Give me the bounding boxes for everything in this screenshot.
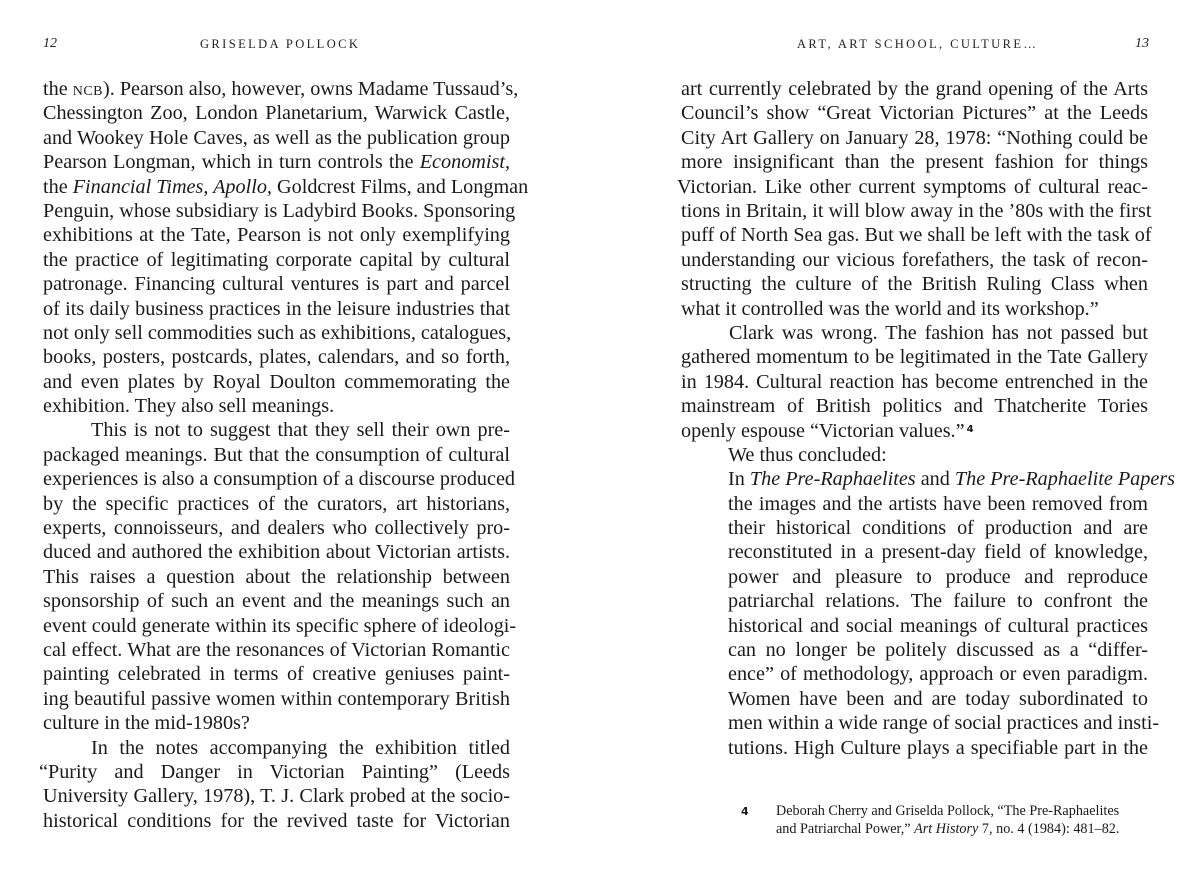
italic-title: Financial Times, Apollo, <box>72 175 272 198</box>
italic-journal-title: Art History <box>914 820 979 837</box>
text-line: the practice of legitimating corporate capital by cultural <box>43 248 510 271</box>
text-line: not only sell commodities such as exhibitions, catalogues, <box>43 321 512 344</box>
right-page <box>595 0 1191 879</box>
text-line: historical conditions for the revived taste for Victorian <box>43 809 510 832</box>
text-line: City Art Gallery on January 28, 1978: “Nothing could be <box>681 126 1148 149</box>
block-quote-line: their historical conditions of production and are <box>728 517 1148 540</box>
block-quote-intro-line: We thus concluded: <box>728 443 887 466</box>
text-line: packaged meanings. But that the consumption of cultural <box>43 443 510 466</box>
footnote-line: and Patriarchal Power,” Art History 7, no. 4 (1984): 481–82. <box>776 820 1120 837</box>
italic-title: Economist, <box>419 151 510 174</box>
running-head-author: GRISELDA POLLOCK <box>200 37 361 51</box>
text-line: and even plates by Royal Doulton commemorating the <box>43 370 510 393</box>
small-caps-abbreviation: ncb <box>72 78 104 100</box>
text-line: duced and authored the exhibition about Victorian artists. <box>43 541 510 564</box>
text-line: puff of North Sea gas. But we shall be left with the task of <box>681 224 1152 247</box>
text-line: patronage. Financing cultural ventures is part and parcel <box>43 273 510 296</box>
text-line: of its daily business practices in the leisure industries that <box>43 297 510 320</box>
text-line: the Financial Times, Apollo, Goldcrest Films, and Longman <box>43 175 529 198</box>
text-line: experiences is also a consumption of a discourse produced <box>43 468 516 491</box>
text-line: art currently celebrated by the grand opening of the Arts <box>681 78 1148 100</box>
paragraph-start-line: This is not to suggest that they sell their own pre- <box>91 419 510 442</box>
text-line: what it controlled was the world and its workshop.” <box>681 297 1099 320</box>
footnote-line: Deborah Cherry and Griselda Pollock, “The Pre-Raphaelites <box>776 803 1120 819</box>
italic-title: The Pre-Raphaelites <box>749 468 916 491</box>
body-text <box>39 77 529 833</box>
text-line: Penguin, whose subsidiary is Ladybird Books. Sponsoring <box>43 199 516 222</box>
text-line: understanding our vicious forefathers, the task of recon- <box>681 248 1148 271</box>
footnote-text <box>776 803 1156 838</box>
footnote-reference[interactable]: 4 <box>966 424 974 436</box>
block-quote-line: In The Pre-Raphaelites and The Pre-Raphaelite Papers <box>728 468 1176 491</box>
text-line: cal effect. What are the resonances of Victorian Romantic <box>43 638 510 661</box>
paragraph-start-line: Clark was wrong. The fashion has not passed but <box>729 321 1148 344</box>
text-line: openly espouse “Victorian values.” $^4$ <box>681 420 974 443</box>
text-line: event could generate within its specific sphere of ideologi- <box>43 614 517 637</box>
text-line: culture in the mid-1980s? <box>43 712 250 735</box>
block-quote-line: historical and social meanings of cultural practices <box>728 614 1148 637</box>
text-line: structing the culture of the British Ruling Class when <box>681 273 1148 296</box>
text-line: in 1984. Cultural reaction has become entrenched in the <box>681 370 1148 393</box>
page-number: 12 <box>43 36 57 51</box>
text-line: books, posters, postcards, plates, calendars, and so forth, <box>43 346 510 369</box>
text-line: Chessington Zoo, London Planetarium, Warwick Castle, <box>43 102 510 125</box>
text-line: “Purity and Danger in Victorian Painting” (Leeds <box>39 760 510 783</box>
running-head-chapter: ART, ART SCHOOL, CULTURE… <box>797 37 1039 51</box>
text-line: mainstream of British politics and Thatcherite Tories <box>681 395 1148 418</box>
text-line: University Gallery, 1978), T. J. Clark probed at the socio- <box>43 785 510 808</box>
text-line: This raises a question about the relationship between <box>43 565 510 588</box>
text-line: exhibition. They also sell meanings. <box>43 395 335 418</box>
block-quote-line: ence” of methodology, approach or even paradigm. <box>728 663 1148 686</box>
block-quote-line: can no longer be politely discussed as a “differ- <box>728 638 1148 661</box>
text-line: more insignificant than the present fashion for things <box>681 151 1148 174</box>
text-line: and Wookey Hole Caves, as well as the publication group <box>43 126 510 149</box>
body-text <box>677 77 1176 760</box>
block-quote-line: reconstituted in a present-day field of knowledge, <box>728 541 1148 564</box>
block-quote-line: power and pleasure to produce and reproduce <box>728 565 1148 588</box>
text-line: gathered momentum to be legitimated in the Tate Gallery <box>681 346 1148 369</box>
text-line: painting celebrated in terms of creative geniuses paint- <box>43 663 510 686</box>
text-line: Victorian. Like other current symptoms of cultural reac- <box>677 175 1148 198</box>
footnote-number: 4 <box>741 805 749 818</box>
text-line: the ncb). Pearson also, however, owns Madame Tussaud’s, <box>43 78 519 100</box>
text-line: Council’s show “Great Victorian Pictures” at the Leeds <box>681 102 1148 125</box>
italic-title: The Pre-Raphaelite Papers <box>954 468 1176 491</box>
block-quote-line: Women have been and are today subordinated to <box>728 687 1148 710</box>
block-quote-line: patriarchal relations. The failure to confront the <box>728 590 1148 613</box>
text-line: tions in Britain, it will blow away in the ’80s with the first <box>681 199 1152 222</box>
left-page <box>0 0 595 879</box>
block-quote-line: tutions. High Culture plays a specifiable part in the <box>728 736 1148 759</box>
text-line: ing beautiful passive women within contemporary British <box>43 687 510 710</box>
block-quote-line: the images and the artists have been removed from <box>728 492 1148 515</box>
text-line: by the specific practices of the curators, art historians, <box>43 492 510 515</box>
text-line: experts, connoisseurs, and dealers who collectively pro- <box>43 517 510 540</box>
paragraph-start-line: In the notes accompanying the exhibition titled <box>91 736 510 759</box>
text-line: exhibitions at the Tate, Pearson is not only exemplifying <box>43 224 510 247</box>
text-line: sponsorship of such an event and the meanings such an <box>43 590 510 613</box>
text-line: Pearson Longman, which in turn controls the Economist, <box>43 151 510 174</box>
page-number: 13 <box>1135 36 1149 51</box>
block-quote-line: men within a wide range of social practices and insti- <box>728 712 1160 735</box>
